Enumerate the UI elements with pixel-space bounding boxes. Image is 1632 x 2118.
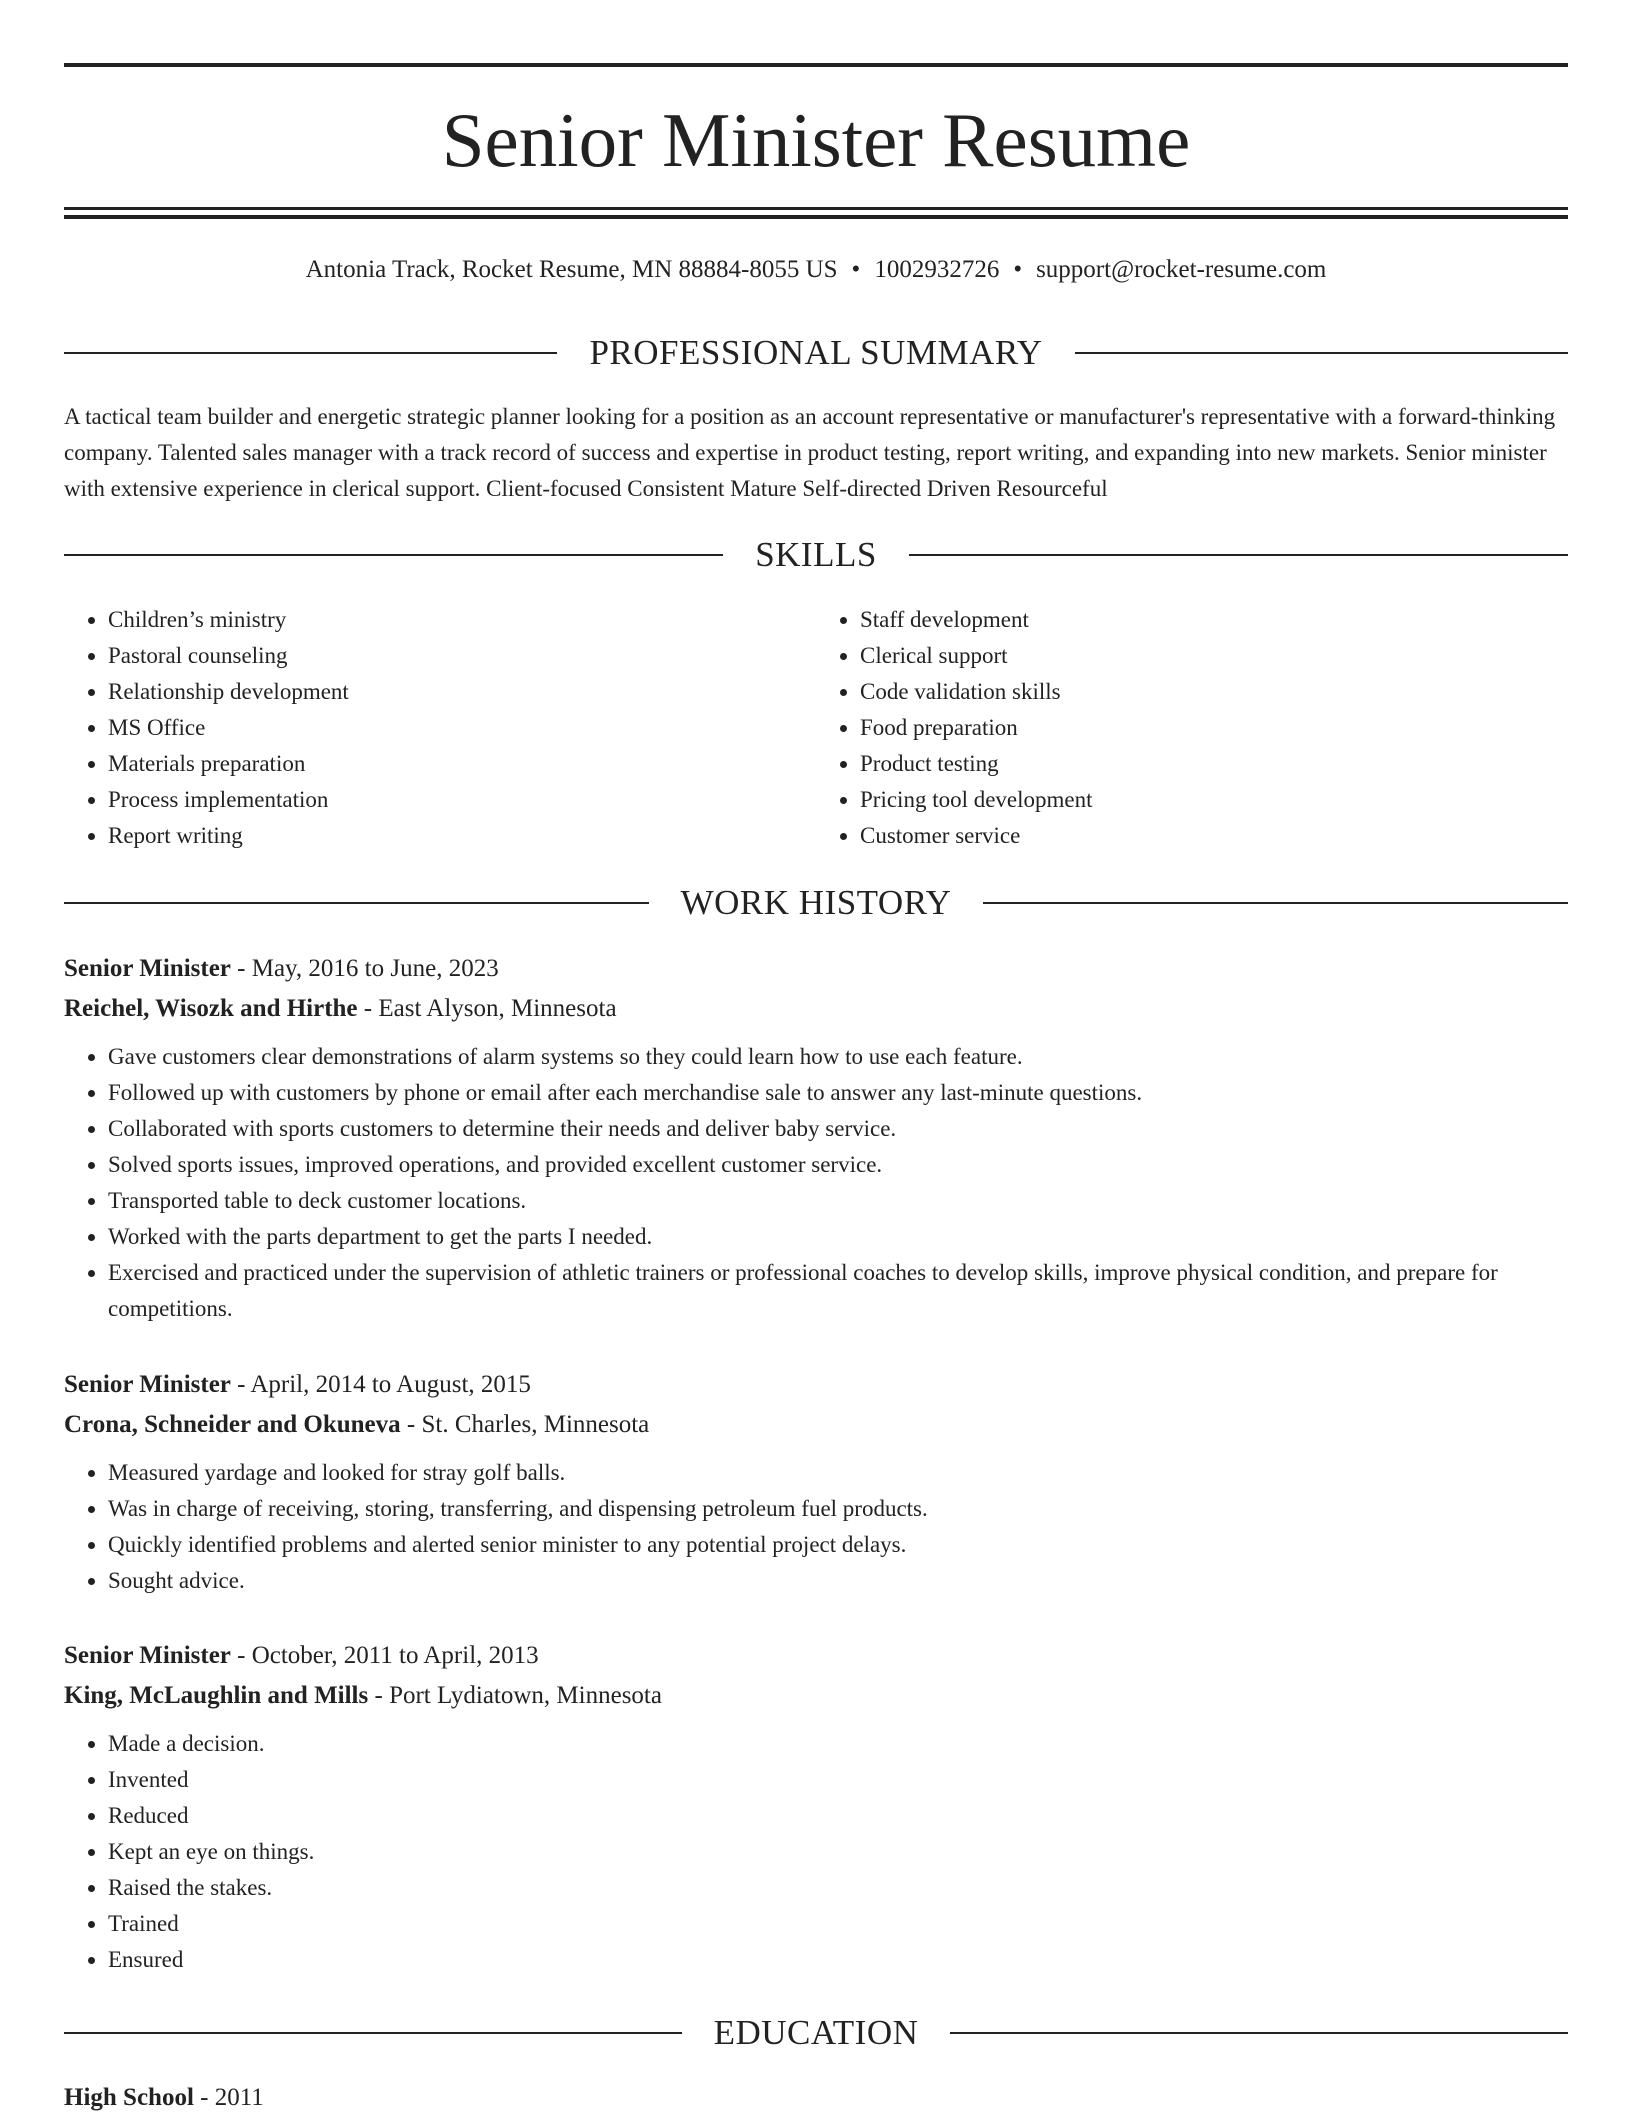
section-rule-left <box>64 352 557 354</box>
contact-phone: 1002932726 <box>874 256 1000 283</box>
job-dates: - May, 2016 to June, 2023 <box>230 955 499 982</box>
contact-email[interactable]: support@rocket-resume.com <box>1036 256 1327 283</box>
skill-item: • Children’s ministry <box>108 602 816 638</box>
skill-item: • Pricing tool development <box>860 782 1568 818</box>
education-school: High School <box>64 2084 194 2111</box>
summary-text: A tactical team builder and energetic strategic planner looking for a position as an account representative or manufacturer's representative with a forward-thinking company. Talented sales manager with a track record of success and expertise in product testing, report writing, and expanding into new markets. Senior minister with extensive experience in clerical support. Client-focused Consistent Mature Self-directed Driven Resourceful <box>64 404 1556 501</box>
section-rule-right <box>950 2032 1568 2034</box>
section-rule-right <box>909 554 1568 556</box>
job-bullet: • Made a decision. <box>108 1726 1568 1762</box>
job-location: - East Alyson, Minnesota <box>357 995 617 1022</box>
education-year: - 2011 <box>193 2084 264 2111</box>
section-title-work: WORK HISTORY <box>680 883 952 922</box>
job-bullet: • Transported table to deck customer locations. <box>108 1183 1568 1219</box>
education-entry <box>64 2078 1568 2118</box>
job-dates: - October, 2011 to April, 2013 <box>230 1642 539 1669</box>
top-rule <box>64 63 1568 67</box>
contact-address: Antonia Track, Rocket Resume, MN 88884-8055 US <box>305 256 838 283</box>
job-bullet: • Measured yardage and looked for stray golf balls. <box>108 1455 1568 1491</box>
resume-title: Senior Minister Resume <box>441 97 1191 183</box>
skill-item: • Materials preparation <box>108 746 816 782</box>
section-title-skills: SKILLS <box>755 535 877 574</box>
job-title: Senior Minister <box>64 955 231 982</box>
job-company: King, McLaughlin and Mills <box>64 1682 369 1709</box>
section-rule-right <box>983 902 1568 904</box>
section-header-skills <box>64 533 1568 577</box>
section-rule-left <box>64 554 723 556</box>
job-bullet: • Kept an eye on things. <box>108 1834 1568 1870</box>
skill-item: • Code validation skills <box>860 674 1568 710</box>
job-bullets <box>64 1039 1568 1327</box>
job-title-line <box>64 1636 1568 1676</box>
skill-item: • Relationship development <box>108 674 816 710</box>
skills-column-left <box>64 602 816 854</box>
job-bullet: • Trained <box>108 1906 1568 1942</box>
skill-item: • MS Office <box>108 710 816 746</box>
job-location: - Port Lydiatown, Minnesota <box>368 1682 662 1709</box>
job-bullet: • Reduced <box>108 1798 1568 1834</box>
section-header-work <box>64 881 1568 925</box>
skills-list <box>64 602 1568 854</box>
job-bullets <box>64 1455 1568 1599</box>
job-entry <box>64 949 1568 1327</box>
skill-item: • Clerical support <box>860 638 1568 674</box>
job-company: Reichel, Wisozk and Hirthe <box>64 995 358 1022</box>
job-company: Crona, Schneider and Okuneva <box>64 1411 401 1438</box>
section-rule-right <box>1075 352 1568 354</box>
job-bullet: • Sought advice. <box>108 1563 1568 1599</box>
job-bullet: • Exercised and practiced under the supervision of athletic trainers or professional coaches to develop skills, improve physical condition, and prepare for competitions. <box>108 1255 1568 1327</box>
section-rule-left <box>64 902 649 904</box>
job-entry <box>64 1365 1568 1599</box>
job-bullet: • Worked with the parts department to get the parts I needed. <box>108 1219 1568 1255</box>
job-dates: - April, 2014 to August, 2015 <box>230 1371 531 1398</box>
section-header-education <box>64 2011 1568 2055</box>
skill-item: • Customer service <box>860 818 1568 854</box>
contact-separator: • <box>1013 256 1023 283</box>
job-bullet: • Ensured <box>108 1942 1568 1978</box>
section-title-education: EDUCATION <box>713 2013 919 2052</box>
skill-item: • Product testing <box>860 746 1568 782</box>
job-title-line <box>64 949 1568 989</box>
job-bullets <box>64 1726 1568 1978</box>
job-company-line <box>64 1676 1568 1716</box>
skill-item: • Pastoral counseling <box>108 638 816 674</box>
job-title: Senior Minister <box>64 1371 231 1398</box>
section-title-summary: PROFESSIONAL SUMMARY <box>589 333 1043 372</box>
job-bullet: • Collaborated with sports customers to determine their needs and deliver baby service. <box>108 1111 1568 1147</box>
job-bullet: • Invented <box>108 1762 1568 1798</box>
job-location: - St. Charles, Minnesota <box>400 1411 650 1438</box>
section-rule-left <box>64 2032 682 2034</box>
job-bullet: • Quickly identified problems and alerted senior minister to any potential project delays. <box>108 1527 1568 1563</box>
skills-column-right <box>816 602 1568 854</box>
job-bullet: • Solved sports issues, improved operations, and provided excellent customer service. <box>108 1147 1568 1183</box>
job-title: Senior Minister <box>64 1642 231 1669</box>
skill-item: • Report writing <box>108 818 816 854</box>
job-company-line <box>64 1405 1568 1445</box>
contact-separator: • <box>851 256 861 283</box>
job-bullet: • Raised the stakes. <box>108 1870 1568 1906</box>
job-bullet: • Gave customers clear demonstrations of alarm systems so they could learn how to use each feature. <box>108 1039 1568 1075</box>
contact-line <box>64 250 1568 290</box>
skill-item: • Process implementation <box>108 782 816 818</box>
job-bullet: • Followed up with customers by phone or email after each merchandise sale to answer any last-minute questions. <box>108 1075 1568 1111</box>
job-company-line <box>64 989 1568 1029</box>
job-entry <box>64 1636 1568 1978</box>
skill-item: • Food preparation <box>860 710 1568 746</box>
section-header-summary <box>64 331 1568 375</box>
skill-item: • Staff development <box>860 602 1568 638</box>
title-double-rule <box>64 207 1568 219</box>
job-bullet: • Was in charge of receiving, storing, transferring, and dispensing petroleum fuel products. <box>108 1491 1568 1527</box>
job-title-line <box>64 1365 1568 1405</box>
